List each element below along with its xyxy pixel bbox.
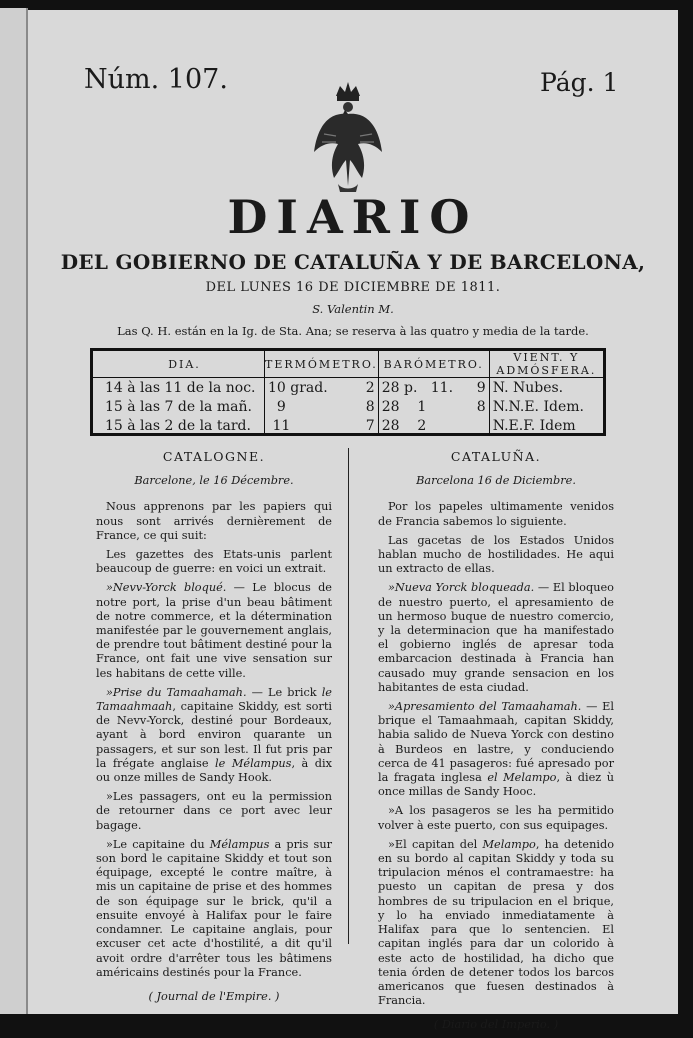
paragraph: Nous apprenons par les papiers qui nous sont arrivés dernièrement de France, ce qui suit: xyxy=(96,500,332,542)
weather-table xyxy=(90,348,606,436)
col-header-thermometer: TERMÓMETRO. xyxy=(265,351,379,378)
page-number: Pág. 1 xyxy=(540,68,619,97)
table-row xyxy=(93,378,603,398)
cell-wind: N.E.F. Idem xyxy=(492,417,576,434)
cell-thermometer: 10 grad. 2 xyxy=(265,378,379,398)
article-source: ( Diario del Imperio. ) xyxy=(433,1018,559,1032)
weather-header-row xyxy=(93,351,603,378)
cell-dia: 14 à las 11 de la noc. xyxy=(93,378,265,398)
paragraph: Las gacetas de los Estados Unidos hablan mucho de hostilidades. He aqui un extracto de ellas. xyxy=(378,533,614,576)
issue-number: Núm. 107. xyxy=(84,64,228,95)
article-source: ( Journal de l'Empire. ) xyxy=(148,989,280,1003)
col-header-dia: DIA. xyxy=(93,351,265,378)
newspaper-page xyxy=(28,10,678,1032)
paragraph: »Nevv-Yorck bloqué. — Le blocus de notre port, la prise d'un beau bâtiment de notre commerce, et la détermination manifestée par le gouvernement anglais, de prendre tout bâtiment destiné pour la France, ont fait une vive sensation sur les habitans de cette ville. xyxy=(96,581,332,680)
spanish-column xyxy=(378,450,614,1038)
facing-page-edge xyxy=(0,8,28,1014)
cell-thermometer: 9 8 xyxy=(265,397,379,416)
paragraph: »Le capitaine du Mélampus a pris sur son bord le capitaine Skiddy et tout son équipage, excepté le contre maître, à mis un capitaine de prise et des hommes de son équipage sur le brick, qu'il a ensuite envoyé à Halifax pour le faire condamner. Le capitaine anglais, pour excuser cet acte d'hostilité, a dit qu'il avoit ordre d'arrêter tous les bâtimens américains destinés pour la France. xyxy=(96,837,333,979)
paragraph: »Les passagers, ont eu la permission de retourner dans ce port avec leur bagage. xyxy=(96,790,332,832)
french-column xyxy=(96,450,332,1009)
paragraph: Les gazettes des Etats-unis parlent beaucoup de guerre: en voici un extrait. xyxy=(96,548,332,576)
masthead-title: DIARIO xyxy=(227,190,479,244)
col-header-wind: VIENT. Y ADMÓSFERA. xyxy=(489,351,603,378)
issue-date: DEL LUNES 16 DE DICIEMBRE DE 1811. xyxy=(205,280,501,295)
col-header-barometer: BARÓMETRO. xyxy=(378,351,489,378)
cell-barometer: 28 1 8 xyxy=(378,397,489,416)
column-divider xyxy=(348,448,349,944)
paragraph: »Nueva Yorck bloqueada. — El bloqueo de nuestro puerto, el apresamiento de un hermoso buque de nuestro comercio, y la determinacion que ha manifestado el gobierno inglés de apresar toda embarcacion destinada à Francia han causado muy grande sensacion en los habitantes de esta ciudad. xyxy=(378,581,614,694)
column-dateline: Barcelone, le 16 Décembre. xyxy=(134,474,294,488)
cell-barometer: 28 p. 11. 9 xyxy=(378,378,489,398)
cell-wind: N. Nubes. xyxy=(492,379,564,396)
column-heading: CATALUÑA. xyxy=(450,449,542,464)
paragraph: »Apresamiento del Tamaahamah. — El brique el Tamaahmaah, capitan Skiddy, habia salido de Nueva Yorck con destino à Burdeos en lastre, y conduciendo cerca de 41 pasageros: fué apresado por la fragata inglesa el Melampo, à diez ù once millas de Sandy Hooc. xyxy=(378,700,614,799)
cell-dia: 15 à las 7 de la mañ. xyxy=(93,397,265,416)
cell-wind: N.N.E. Idem. xyxy=(492,398,584,415)
masthead-subtitle: DEL GOBIERNO DE CATALUÑA Y DE BARCELONA, xyxy=(60,250,646,274)
cell-barometer: 28 2 xyxy=(378,416,489,435)
paragraph: »El capitan del Melampo, ha detenido en su bordo al capitan Skiddy y toda su tripulacion ménos el contramaestre: ha puesto un capitan de presa y dos hombres de su tripulacion en el brique, y lo ha enviado inmediatamente à Halifax para que lo sentencien. El capitan inglés para dar un colorido à este acto de hostilidad, ha dicho que tenia órden de detener todos los barcos americanos que fuesen destinados à Francia. xyxy=(378,837,614,1008)
paragraph: »A los pasageros se les ha permitido volver à este puerto, con sus equipages. xyxy=(378,804,614,832)
imperial-eagle-emblem-icon xyxy=(312,74,384,198)
cell-thermometer: 11 7 xyxy=(265,416,379,435)
table-row xyxy=(93,416,603,435)
paragraph: Por los papeles ultimamente venidos de Francia sabemos lo siguiente. xyxy=(378,500,614,528)
column-heading: CATALOGNE. xyxy=(162,449,266,464)
table-row xyxy=(93,397,603,416)
saint-of-day: S. Valentin M. xyxy=(312,302,394,316)
paragraph: »Prise du Tamaahamah. — Le brick le Tamaahmaah, capitaine Skiddy, est sorti de Nevv-Yorck, destiné pour Bordeaux, ayant à bord environ quarante un passagers, et sur son lest. Il fut pris par la frégate anglaise le Mélampus, à dix ou onze milles de Sandy Hook. xyxy=(96,685,332,785)
column-dateline: Barcelona 16 de Diciembre. xyxy=(416,474,576,488)
forty-hours-notice: Las Q. H. están en la Ig. de Sta. Ana; se reserva à las quatro y media de la tarde. xyxy=(117,324,589,338)
cell-dia: 15 à las 2 de la tard. xyxy=(93,416,265,435)
